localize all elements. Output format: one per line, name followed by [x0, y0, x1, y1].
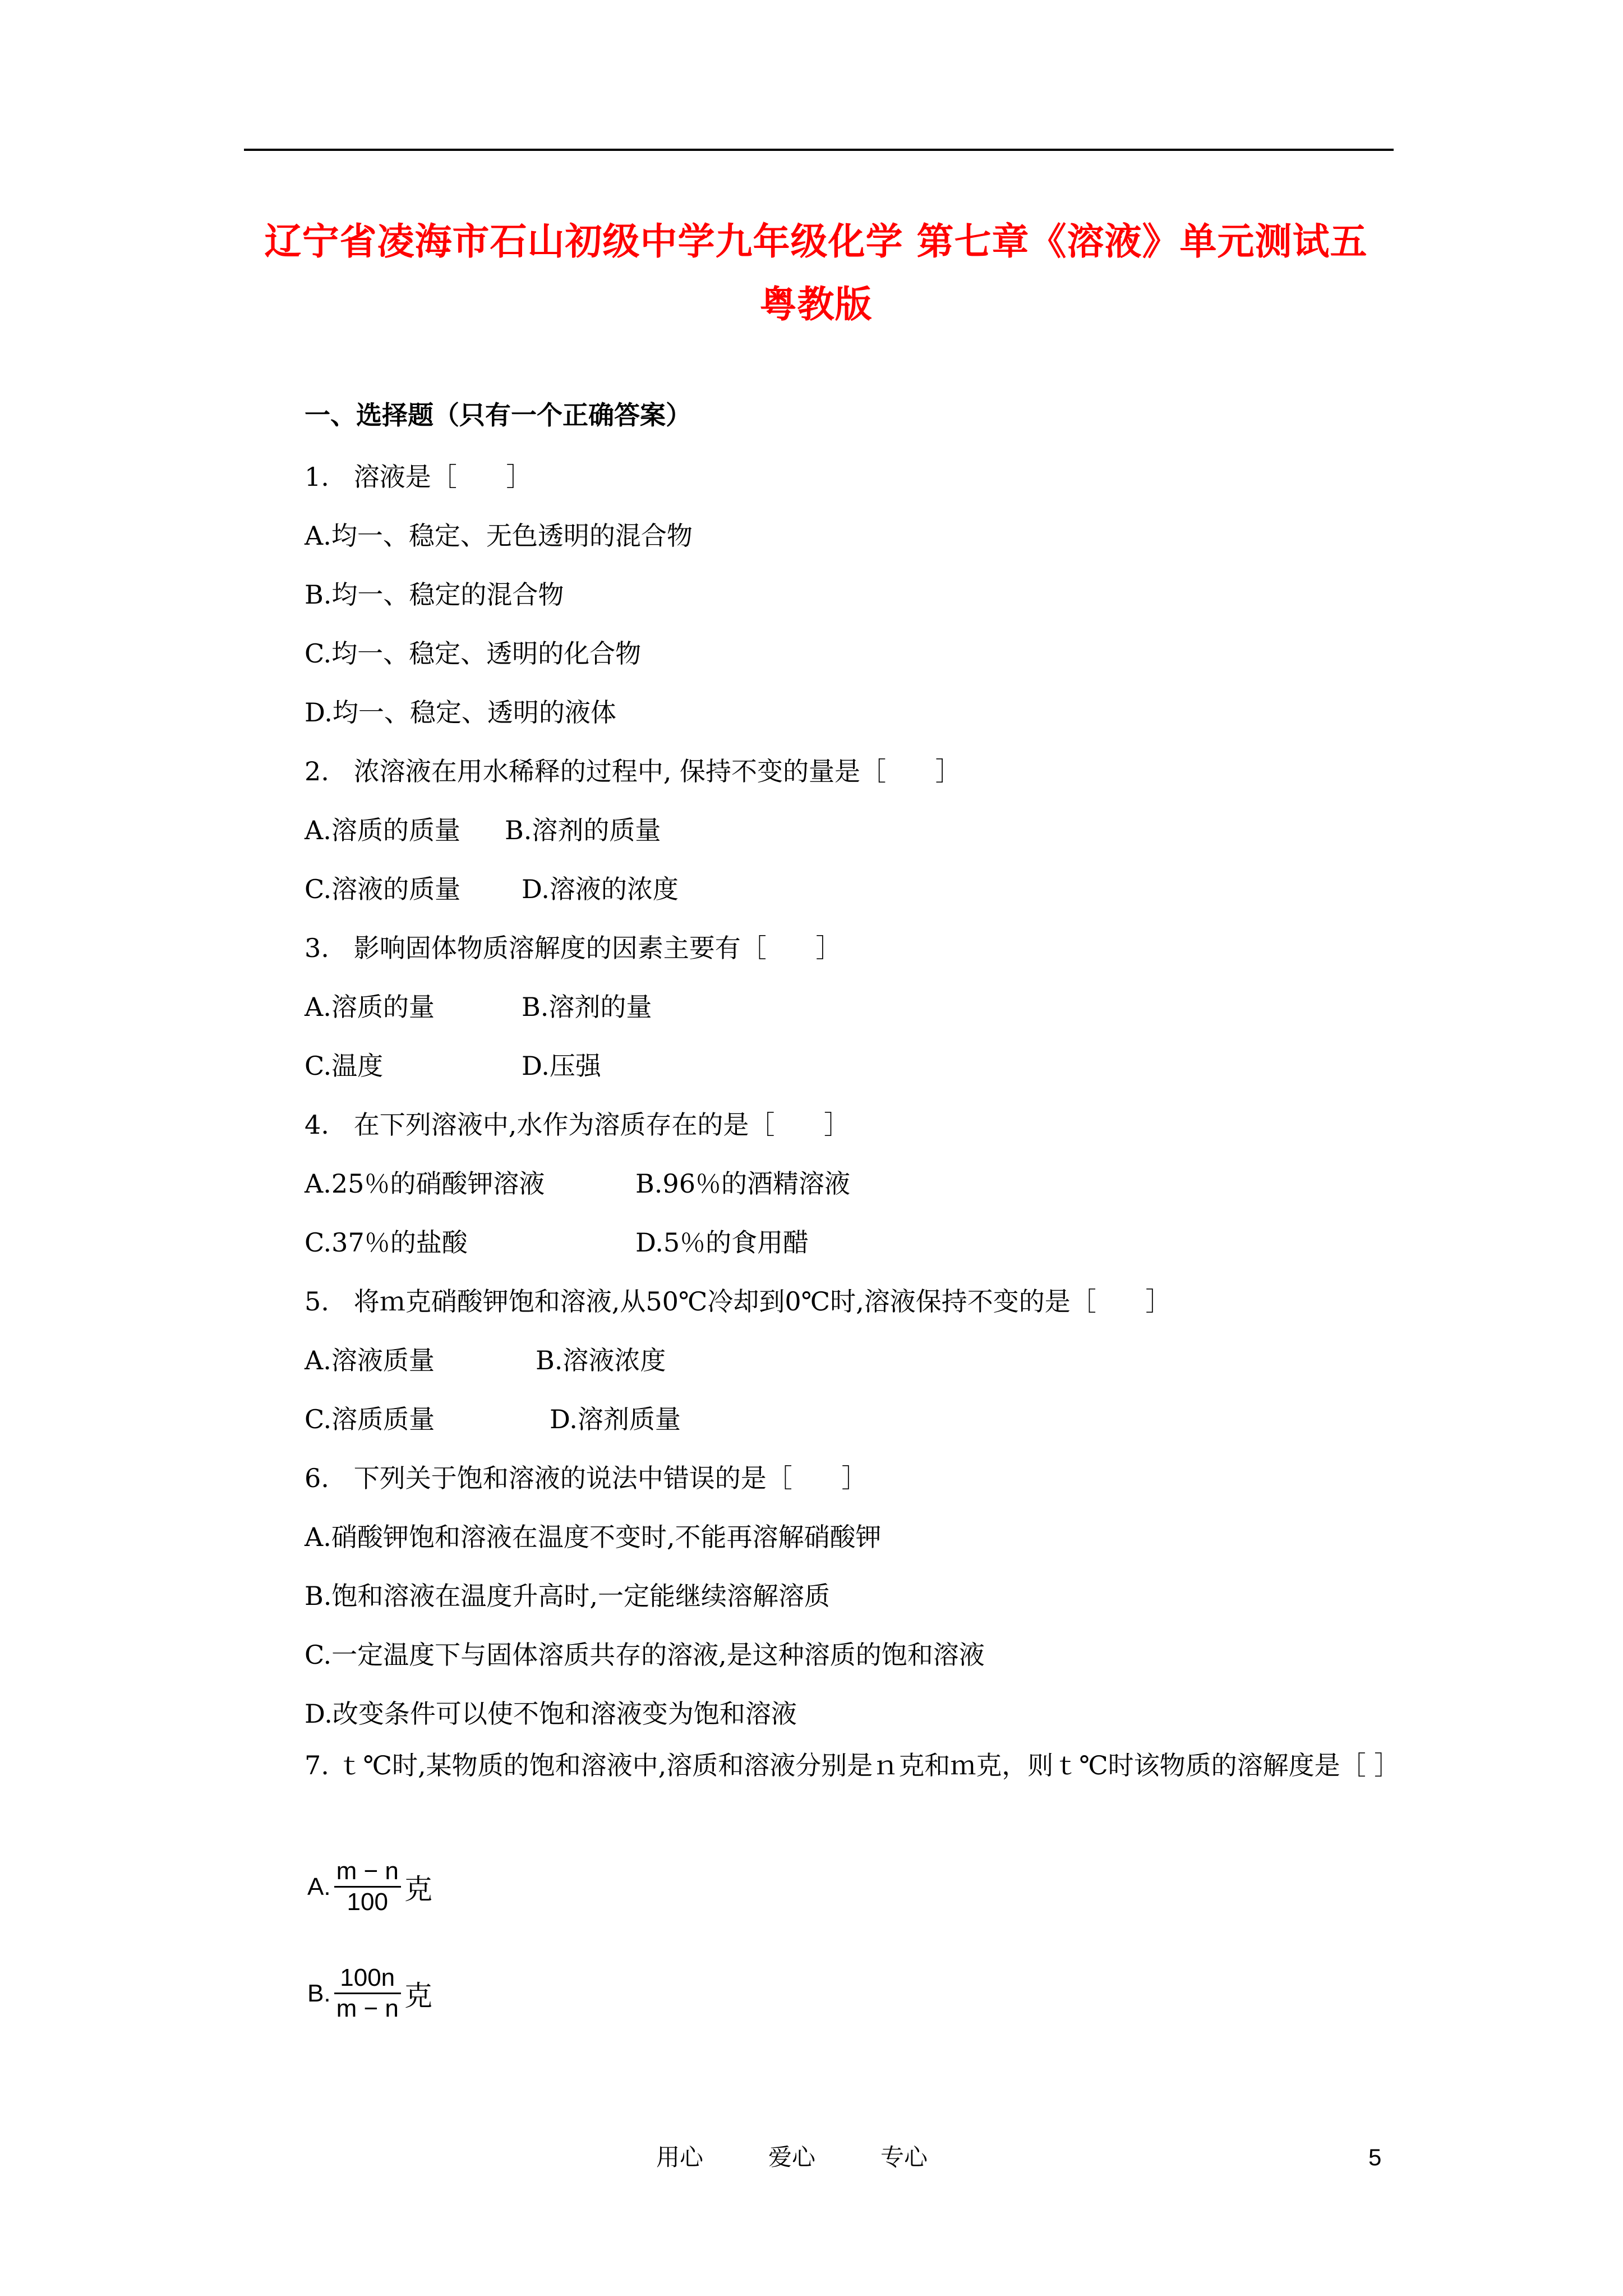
question-6-option-d: D.改变条件可以使不饱和溶液变为饱和溶液 — [305, 1699, 797, 1729]
option-b-unit: 克 — [404, 1979, 432, 2012]
question-7-option-a — [307, 1857, 432, 1917]
question-2-stem: 2. 浓溶液在用水稀释的过程中, 保持不变的量是［ ］ — [305, 756, 961, 786]
question-1-option-b: B.均一、稳定的混合物 — [305, 579, 564, 610]
question-5-option-d: D.溶剂质量 — [550, 1404, 681, 1434]
option-a-label: A. — [307, 1872, 331, 1901]
question-6-option-a: A.硝酸钾饱和溶液在温度不变时,不能再溶解硝酸钾 — [305, 1522, 882, 1552]
question-4-stem: 4. 在下列溶液中,水作为溶质存在的是［ ］ — [305, 1110, 850, 1140]
question-2-option-d: D.溶液的浓度 — [522, 874, 679, 904]
question-3-option-b: B.溶剂的量 — [522, 992, 652, 1022]
question-5-option-a: A.溶液质量 — [305, 1345, 435, 1375]
question-4-option-b: B.96％的酒精溶液 — [635, 1168, 850, 1199]
title-line-1: 辽宁省凌海市石山初级中学九年级化学 第七章《溶液》单元测试五 — [264, 220, 1368, 263]
question-1-option-d: D.均一、稳定、透明的液体 — [305, 697, 616, 728]
option-a-unit: 克 — [404, 1872, 432, 1906]
question-2-option-b: B.溶剂的质量 — [505, 815, 661, 845]
question-5-option-c: C.溶质质量 — [305, 1404, 435, 1434]
question-1-option-a: A.均一、稳定、无色透明的混合物 — [305, 521, 693, 551]
question-2-option-a: A.溶质的质量 — [305, 815, 460, 845]
option-b-numerator: 100n — [340, 1964, 395, 1991]
question-2-option-c: C.溶液的质量 — [305, 874, 461, 904]
question-3-stem: 3. 影响固体物质溶解度的因素主要有［ ］ — [305, 933, 842, 963]
question-5-option-b: B.溶液浓度 — [536, 1345, 666, 1375]
option-a-numerator: m − n — [336, 1857, 399, 1885]
option-b-fraction — [334, 1963, 401, 2023]
question-4-option-d: D.5％的食用醋 — [635, 1227, 809, 1258]
option-b-label: B. — [307, 1979, 331, 2007]
question-5-stem: 5. 将ｍ克硝酸钾饱和溶液,从50℃冷却到0℃时,溶液保持不变的是［ ］ — [305, 1286, 1172, 1317]
question-3-option-c: C.温度 — [305, 1051, 384, 1081]
question-7-stem: 7. ｔ℃时,某物质的饱和溶液中,溶质和溶液分别是ｎ克和ｍ克，则ｔ℃时该物质的溶解度是［ ］ — [305, 1750, 1400, 1780]
question-6-option-b: B.饱和溶液在温度升高时,一定能继续溶解溶质 — [305, 1581, 831, 1611]
section-heading: 一、选择题（只有一个正确答案） — [305, 400, 691, 430]
question-7-option-b — [307, 1963, 432, 2023]
question-1-stem: 1. 溶液是［ ］ — [305, 462, 532, 492]
title-line-2: 粤教版 — [759, 283, 873, 326]
question-3-option-d: D.压强 — [522, 1051, 601, 1081]
option-a-fraction — [334, 1857, 401, 1917]
question-1-option-c: C.均一、稳定、透明的化合物 — [305, 638, 642, 669]
option-b-denominator: m − n — [336, 1995, 399, 2022]
document-title — [213, 210, 1419, 336]
footer-word-1: 用心 — [656, 2143, 704, 2171]
question-4-option-a: A.25％的硝酸钾溶液 — [305, 1168, 545, 1199]
page-number: 5 — [1368, 2144, 1382, 2170]
question-6-stem: 6. 下列关于饱和溶液的说法中错误的是［ ］ — [305, 1463, 868, 1493]
footer-word-3: 专心 — [880, 2143, 928, 2171]
footer-word-2: 爱心 — [768, 2143, 816, 2171]
question-4-option-c: C.37％的盐酸 — [305, 1227, 468, 1258]
question-3-option-a: A.溶质的量 — [305, 992, 435, 1022]
header-rule — [244, 149, 1394, 151]
option-a-denominator: 100 — [347, 1888, 388, 1916]
question-6-option-c: C.一定温度下与固体溶质共存的溶液,是这种溶质的饱和溶液 — [305, 1640, 985, 1670]
